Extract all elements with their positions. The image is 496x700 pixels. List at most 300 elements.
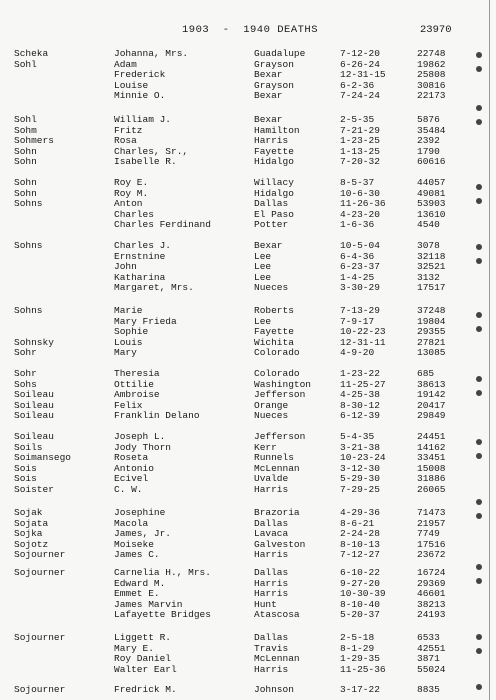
record-given: Isabelle R. xyxy=(114,156,177,168)
record-row xyxy=(0,326,470,337)
record-row xyxy=(0,251,470,262)
record-county: Bexar xyxy=(254,114,283,125)
record-county: Kerr xyxy=(254,441,277,453)
record-county: Harris xyxy=(254,135,289,147)
record-cert: 44057 xyxy=(417,177,446,188)
record-date: 10-5-04 xyxy=(340,240,380,251)
record-given: Josephine xyxy=(114,507,166,518)
record-row xyxy=(0,528,470,539)
record-row xyxy=(0,282,470,293)
record-date: 6-4-36 xyxy=(340,250,375,262)
binder-hole xyxy=(476,564,482,570)
record-date: 6-12-39 xyxy=(340,410,380,422)
record-cert: 13085 xyxy=(417,347,446,359)
record-given: Fredrick M. xyxy=(114,684,177,695)
record-row xyxy=(0,219,470,230)
record-row xyxy=(0,48,470,59)
record-date: 7-9-17 xyxy=(340,315,375,327)
record-date: 1-29-35 xyxy=(340,653,380,665)
record-date: 3-21-38 xyxy=(340,441,380,453)
record-cert: 42551 xyxy=(417,642,446,654)
record-row xyxy=(0,588,470,599)
record-given: Roy E. xyxy=(114,177,149,188)
record-row xyxy=(0,272,470,283)
record-row xyxy=(0,305,470,316)
record-given: James, Jr. xyxy=(114,528,172,540)
record-row xyxy=(0,599,470,610)
record-cert: 17517 xyxy=(417,282,446,294)
binder-hole xyxy=(476,453,482,459)
record-county: Harris xyxy=(254,577,289,589)
record-surname: Sohn xyxy=(14,177,37,188)
record-county: Grayson xyxy=(254,58,294,70)
record-given: Ottilie xyxy=(114,378,154,390)
record-surname: Soileau xyxy=(14,399,54,411)
binder-hole xyxy=(476,499,482,505)
record-given: William J. xyxy=(114,114,172,125)
record-county: Nueces xyxy=(254,282,289,294)
binder-hole xyxy=(476,258,482,264)
record-cert: 31886 xyxy=(417,473,446,485)
binder-hole xyxy=(476,312,482,318)
record-county: Hamilton xyxy=(254,124,300,136)
record-date: 1-4-25 xyxy=(340,271,375,283)
record-given: Charles, Sr., xyxy=(114,145,189,157)
record-row xyxy=(0,347,470,358)
record-cert: 29849 xyxy=(417,410,446,422)
record-cert: 19804 xyxy=(417,315,446,327)
record-row xyxy=(0,518,470,529)
binder-hole xyxy=(476,439,482,445)
record-given: Franklin Delano xyxy=(114,410,200,422)
binder-hole xyxy=(476,578,482,584)
record-given: Walter Earl xyxy=(114,663,177,675)
record-given: Charles J. xyxy=(114,240,172,251)
record-cert: 22748 xyxy=(417,48,446,59)
record-given: Jody Thorn xyxy=(114,441,172,453)
record-cert: 1790 xyxy=(417,145,440,157)
record-cert: 24451 xyxy=(417,431,446,442)
record-county: El Paso xyxy=(254,208,294,220)
record-surname: Sohm xyxy=(14,124,37,136)
record-cert: 27821 xyxy=(417,336,446,348)
record-cert: 49081 xyxy=(417,187,446,199)
record-surname: Sohn xyxy=(14,156,37,168)
record-given: Rosa xyxy=(114,135,137,147)
binder-hole xyxy=(476,198,482,204)
record-date: 8-6-21 xyxy=(340,517,375,529)
record-county: Lee xyxy=(254,271,272,283)
record-county: Harris xyxy=(254,663,289,675)
record-row xyxy=(0,316,470,327)
record-cert: 71473 xyxy=(417,507,446,518)
record-cert: 35484 xyxy=(417,124,446,136)
record-cert: 55024 xyxy=(417,663,446,675)
record-row xyxy=(0,452,470,463)
record-surname: Sohl xyxy=(14,58,37,70)
record-county: Colorado xyxy=(254,368,300,379)
record-cert: 14162 xyxy=(417,441,446,453)
record-surname: Sojak xyxy=(14,507,43,518)
record-cert: 33451 xyxy=(417,452,446,464)
record-given: Mary Frieda xyxy=(114,315,177,327)
record-cert: 53903 xyxy=(417,198,446,210)
record-row xyxy=(0,609,470,620)
record-county: Guadalupe xyxy=(254,48,306,59)
record-row xyxy=(0,156,470,167)
record-row xyxy=(0,539,470,550)
record-county: Hidalgo xyxy=(254,156,294,168)
binder-holes xyxy=(472,44,486,694)
record-cert: 21957 xyxy=(417,517,446,529)
record-county: Atascosa xyxy=(254,609,300,621)
binder-hole xyxy=(476,648,482,654)
record-cert: 19142 xyxy=(417,389,446,401)
record-surname: Sojourner xyxy=(14,549,66,561)
binder-hole xyxy=(476,66,482,72)
record-date: 12-31-15 xyxy=(340,69,386,81)
record-row xyxy=(0,261,470,272)
record-date: 5-29-30 xyxy=(340,473,380,485)
record-cert: 19862 xyxy=(417,58,446,70)
record-cert: 16724 xyxy=(417,567,446,578)
record-surname: Sohr xyxy=(14,347,37,359)
record-given: Ecivel xyxy=(114,473,149,485)
record-date: 7-29-25 xyxy=(340,484,380,495)
record-date: 10-23-24 xyxy=(340,452,386,464)
record-cert: 46601 xyxy=(417,588,446,600)
record-surname: Sojka xyxy=(14,528,43,540)
record-row xyxy=(0,442,470,453)
record-county: McLennan xyxy=(254,462,300,474)
record-row xyxy=(0,463,470,474)
record-cert: 20417 xyxy=(417,399,446,411)
record-cert: 6533 xyxy=(417,632,440,643)
record-county: Bexar xyxy=(254,240,283,251)
record-date: 4-25-38 xyxy=(340,389,380,401)
page-header-number: 23970 xyxy=(420,24,452,36)
record-county: Dallas xyxy=(254,567,289,578)
page-edge xyxy=(489,0,490,700)
record-row xyxy=(0,578,470,589)
record-date: 7-12-27 xyxy=(340,549,380,561)
record-surname: Sohnsky xyxy=(14,336,54,348)
record-date: 7-12-20 xyxy=(340,48,380,59)
record-date: 11-25-27 xyxy=(340,378,386,390)
record-date: 7-20-32 xyxy=(340,156,380,168)
record-county: Jefferson xyxy=(254,389,306,401)
record-county: Lavaca xyxy=(254,528,289,540)
record-cert: 3871 xyxy=(417,653,440,665)
record-row xyxy=(0,379,470,390)
binder-hole xyxy=(476,326,482,332)
record-cert: 26065 xyxy=(417,484,446,495)
record-given: Roy Daniel xyxy=(114,653,172,665)
record-date: 2-24-28 xyxy=(340,528,380,540)
record-row xyxy=(0,69,470,80)
record-cert: 29369 xyxy=(417,577,446,589)
record-row xyxy=(0,507,470,518)
record-cert: 25808 xyxy=(417,69,446,81)
record-date: 8-1-29 xyxy=(340,642,375,654)
record-row xyxy=(0,664,470,675)
record-county: Orange xyxy=(254,399,289,411)
record-row xyxy=(0,473,470,484)
record-county: Fayette xyxy=(254,326,294,338)
record-given: Felix xyxy=(114,399,143,411)
record-cert: 38213 xyxy=(417,598,446,610)
record-given: James Marvin xyxy=(114,598,183,610)
binder-hole xyxy=(476,105,482,111)
record-county: Dallas xyxy=(254,517,289,529)
record-given: Charles xyxy=(114,208,154,220)
record-given: Minnie O. xyxy=(114,90,166,102)
record-date: 8-5-37 xyxy=(340,177,375,188)
record-given: Roy M. xyxy=(114,187,149,199)
record-date: 10-6-30 xyxy=(340,187,380,199)
record-cert: 32118 xyxy=(417,250,446,262)
record-date: 8-10-40 xyxy=(340,598,380,610)
record-date: 1-13-25 xyxy=(340,145,380,157)
record-row xyxy=(0,90,470,101)
record-given: Anton xyxy=(114,198,143,210)
record-given: James C. xyxy=(114,549,160,561)
record-row xyxy=(0,431,470,442)
record-row xyxy=(0,389,470,400)
record-county: Willacy xyxy=(254,177,294,188)
record-given: Moiseke xyxy=(114,538,154,550)
record-county: Bexar xyxy=(254,69,283,81)
record-row xyxy=(0,368,470,379)
record-county: Colorado xyxy=(254,347,300,359)
record-given: Antonio xyxy=(114,462,154,474)
record-surname: Soils xyxy=(14,441,43,453)
record-cert: 38613 xyxy=(417,378,446,390)
record-county: Hunt xyxy=(254,598,277,610)
record-county: Hidalgo xyxy=(254,187,294,199)
binder-hole xyxy=(476,244,482,250)
record-given: Roseta xyxy=(114,452,149,464)
record-county: Uvalde xyxy=(254,473,289,485)
record-given: Mary E. xyxy=(114,642,154,654)
record-date: 2-5-35 xyxy=(340,114,375,125)
record-county: Lee xyxy=(254,250,272,262)
record-cert: 4540 xyxy=(417,219,440,231)
record-row xyxy=(0,114,470,125)
record-county: Dallas xyxy=(254,198,289,210)
record-date: 4-9-20 xyxy=(340,347,375,359)
record-given: John xyxy=(114,261,137,273)
record-surname: Soileau xyxy=(14,389,54,401)
record-date: 4-29-36 xyxy=(340,507,380,518)
record-surname: Soileau xyxy=(14,431,54,442)
record-given: Carnelia H., Mrs. xyxy=(114,567,211,578)
record-county: Bexar xyxy=(254,90,283,102)
record-surname: Sojourner xyxy=(14,632,66,643)
record-county: Johnson xyxy=(254,684,294,695)
record-surname: Sojata xyxy=(14,517,49,529)
record-date: 5-20-37 xyxy=(340,609,380,621)
record-row xyxy=(0,135,470,146)
record-row xyxy=(0,125,470,136)
record-county: Lee xyxy=(254,315,272,327)
record-date: 1-6-36 xyxy=(340,219,375,231)
record-surname: Sohs xyxy=(14,378,37,390)
record-given: Macola xyxy=(114,517,149,529)
record-given: Theresia xyxy=(114,368,160,379)
record-cert: 8835 xyxy=(417,684,440,695)
record-date: 2-5-18 xyxy=(340,632,375,643)
record-surname: Sojourner xyxy=(14,567,66,578)
record-surname: Sohn xyxy=(14,187,37,199)
record-county: Nueces xyxy=(254,410,289,422)
record-date: 4-23-20 xyxy=(340,208,380,220)
record-surname: Scheka xyxy=(14,48,49,59)
record-row xyxy=(0,410,470,421)
record-county: Travis xyxy=(254,642,289,654)
record-cert: 3078 xyxy=(417,240,440,251)
record-surname: Sohns xyxy=(14,305,43,316)
record-given: Ambroise xyxy=(114,389,160,401)
record-date: 1-23-25 xyxy=(340,135,380,147)
record-county: Fayette xyxy=(254,145,294,157)
record-given: Joseph L. xyxy=(114,431,166,442)
record-county: Washington xyxy=(254,378,312,390)
record-row xyxy=(0,198,470,209)
record-surname: Soileau xyxy=(14,410,54,422)
record-surname: Sohmers xyxy=(14,135,54,147)
record-given: Johanna, Mrs. xyxy=(114,48,189,59)
record-cert: 32521 xyxy=(417,261,446,273)
record-row xyxy=(0,146,470,157)
record-given: Emmet E. xyxy=(114,588,160,600)
record-surname: Sohl xyxy=(14,114,37,125)
record-date: 9-27-20 xyxy=(340,577,380,589)
record-cert: 37248 xyxy=(417,305,446,316)
record-given: Adam xyxy=(114,58,137,70)
record-date: 3-17-22 xyxy=(340,684,380,695)
record-given: Edward M. xyxy=(114,577,166,589)
record-county: Galveston xyxy=(254,538,306,550)
record-date: 8-10-13 xyxy=(340,538,380,550)
record-date: 6-10-22 xyxy=(340,567,380,578)
record-county: Harris xyxy=(254,588,289,600)
record-date: 10-30-39 xyxy=(340,588,386,600)
record-date: 12-31-11 xyxy=(340,336,386,348)
record-date: 6-26-24 xyxy=(340,58,380,70)
page-header-title: 1903 - 1940 DEATHS xyxy=(182,24,319,36)
record-given: Louise xyxy=(114,79,149,91)
record-cert: 23672 xyxy=(417,549,446,561)
record-county: Lee xyxy=(254,261,272,273)
record-cert: 60616 xyxy=(417,156,446,168)
record-given: C. W. xyxy=(114,484,143,495)
record-row xyxy=(0,684,470,695)
record-row xyxy=(0,484,470,495)
record-surname: Soister xyxy=(14,484,54,495)
record-date: 3-30-29 xyxy=(340,282,380,294)
record-row xyxy=(0,240,470,251)
record-given: Katharina xyxy=(114,271,166,283)
record-date: 11-26-36 xyxy=(340,198,386,210)
record-given: Mary xyxy=(114,347,137,359)
record-county: Potter xyxy=(254,219,289,231)
record-date: 7-24-24 xyxy=(340,90,380,102)
record-given: Charles Ferdinand xyxy=(114,219,211,231)
binder-hole xyxy=(476,390,482,396)
record-row xyxy=(0,59,470,70)
record-given: Fritz xyxy=(114,124,143,136)
record-county: McLennan xyxy=(254,653,300,665)
record-date: 8-30-12 xyxy=(340,399,380,411)
record-cert: 15008 xyxy=(417,462,446,474)
record-date: 3-12-30 xyxy=(340,462,380,474)
record-cert: 22173 xyxy=(417,90,446,102)
binder-hole xyxy=(476,184,482,190)
record-date: 11-25-36 xyxy=(340,663,386,675)
record-given: Frederick xyxy=(114,69,166,81)
record-date: 1-23-22 xyxy=(340,368,380,379)
record-cert: 13610 xyxy=(417,208,446,220)
binder-hole xyxy=(476,52,482,58)
record-county: Harris xyxy=(254,549,289,561)
record-surname: Sojotz xyxy=(14,538,49,550)
record-county: Jefferson xyxy=(254,431,306,442)
record-date: 5-4-35 xyxy=(340,431,375,442)
record-row xyxy=(0,567,470,578)
record-row xyxy=(0,188,470,199)
record-row xyxy=(0,632,470,643)
record-county: Roberts xyxy=(254,305,294,316)
record-date: 7-13-29 xyxy=(340,305,380,316)
record-given: Louis xyxy=(114,336,143,348)
record-cert: 685 xyxy=(417,368,435,379)
record-row xyxy=(0,549,470,560)
record-cert: 5876 xyxy=(417,114,440,125)
record-row xyxy=(0,209,470,220)
record-surname: Soimansego xyxy=(14,452,72,464)
record-given: Lafayette Bridges xyxy=(114,609,211,621)
record-given: Marie xyxy=(114,305,143,316)
record-date: 10-22-23 xyxy=(340,326,386,338)
record-cert: 3132 xyxy=(417,271,440,283)
record-date: 7-21-29 xyxy=(340,124,380,136)
record-given: Sophie xyxy=(114,326,149,338)
record-given: Ernstnine xyxy=(114,250,166,262)
record-row xyxy=(0,400,470,411)
record-row xyxy=(0,653,470,664)
record-cert: 17516 xyxy=(417,538,446,550)
record-date: 6-2-36 xyxy=(340,79,375,91)
record-county: Harris xyxy=(254,484,289,495)
record-county: Grayson xyxy=(254,79,294,91)
record-cert: 7749 xyxy=(417,528,440,540)
record-row xyxy=(0,177,470,188)
record-cert: 2392 xyxy=(417,135,440,147)
record-cert: 29355 xyxy=(417,326,446,338)
record-surname: Sois xyxy=(14,473,37,485)
binder-hole xyxy=(476,376,482,382)
record-surname: Sohr xyxy=(14,368,37,379)
record-cert: 24193 xyxy=(417,609,446,621)
record-surname: Sohns xyxy=(14,198,43,210)
record-county: Wichita xyxy=(254,336,294,348)
record-row xyxy=(0,337,470,348)
record-county: Brazoria xyxy=(254,507,300,518)
binder-hole xyxy=(476,119,482,125)
record-cert: 30816 xyxy=(417,79,446,91)
record-given: Liggett R. xyxy=(114,632,172,643)
